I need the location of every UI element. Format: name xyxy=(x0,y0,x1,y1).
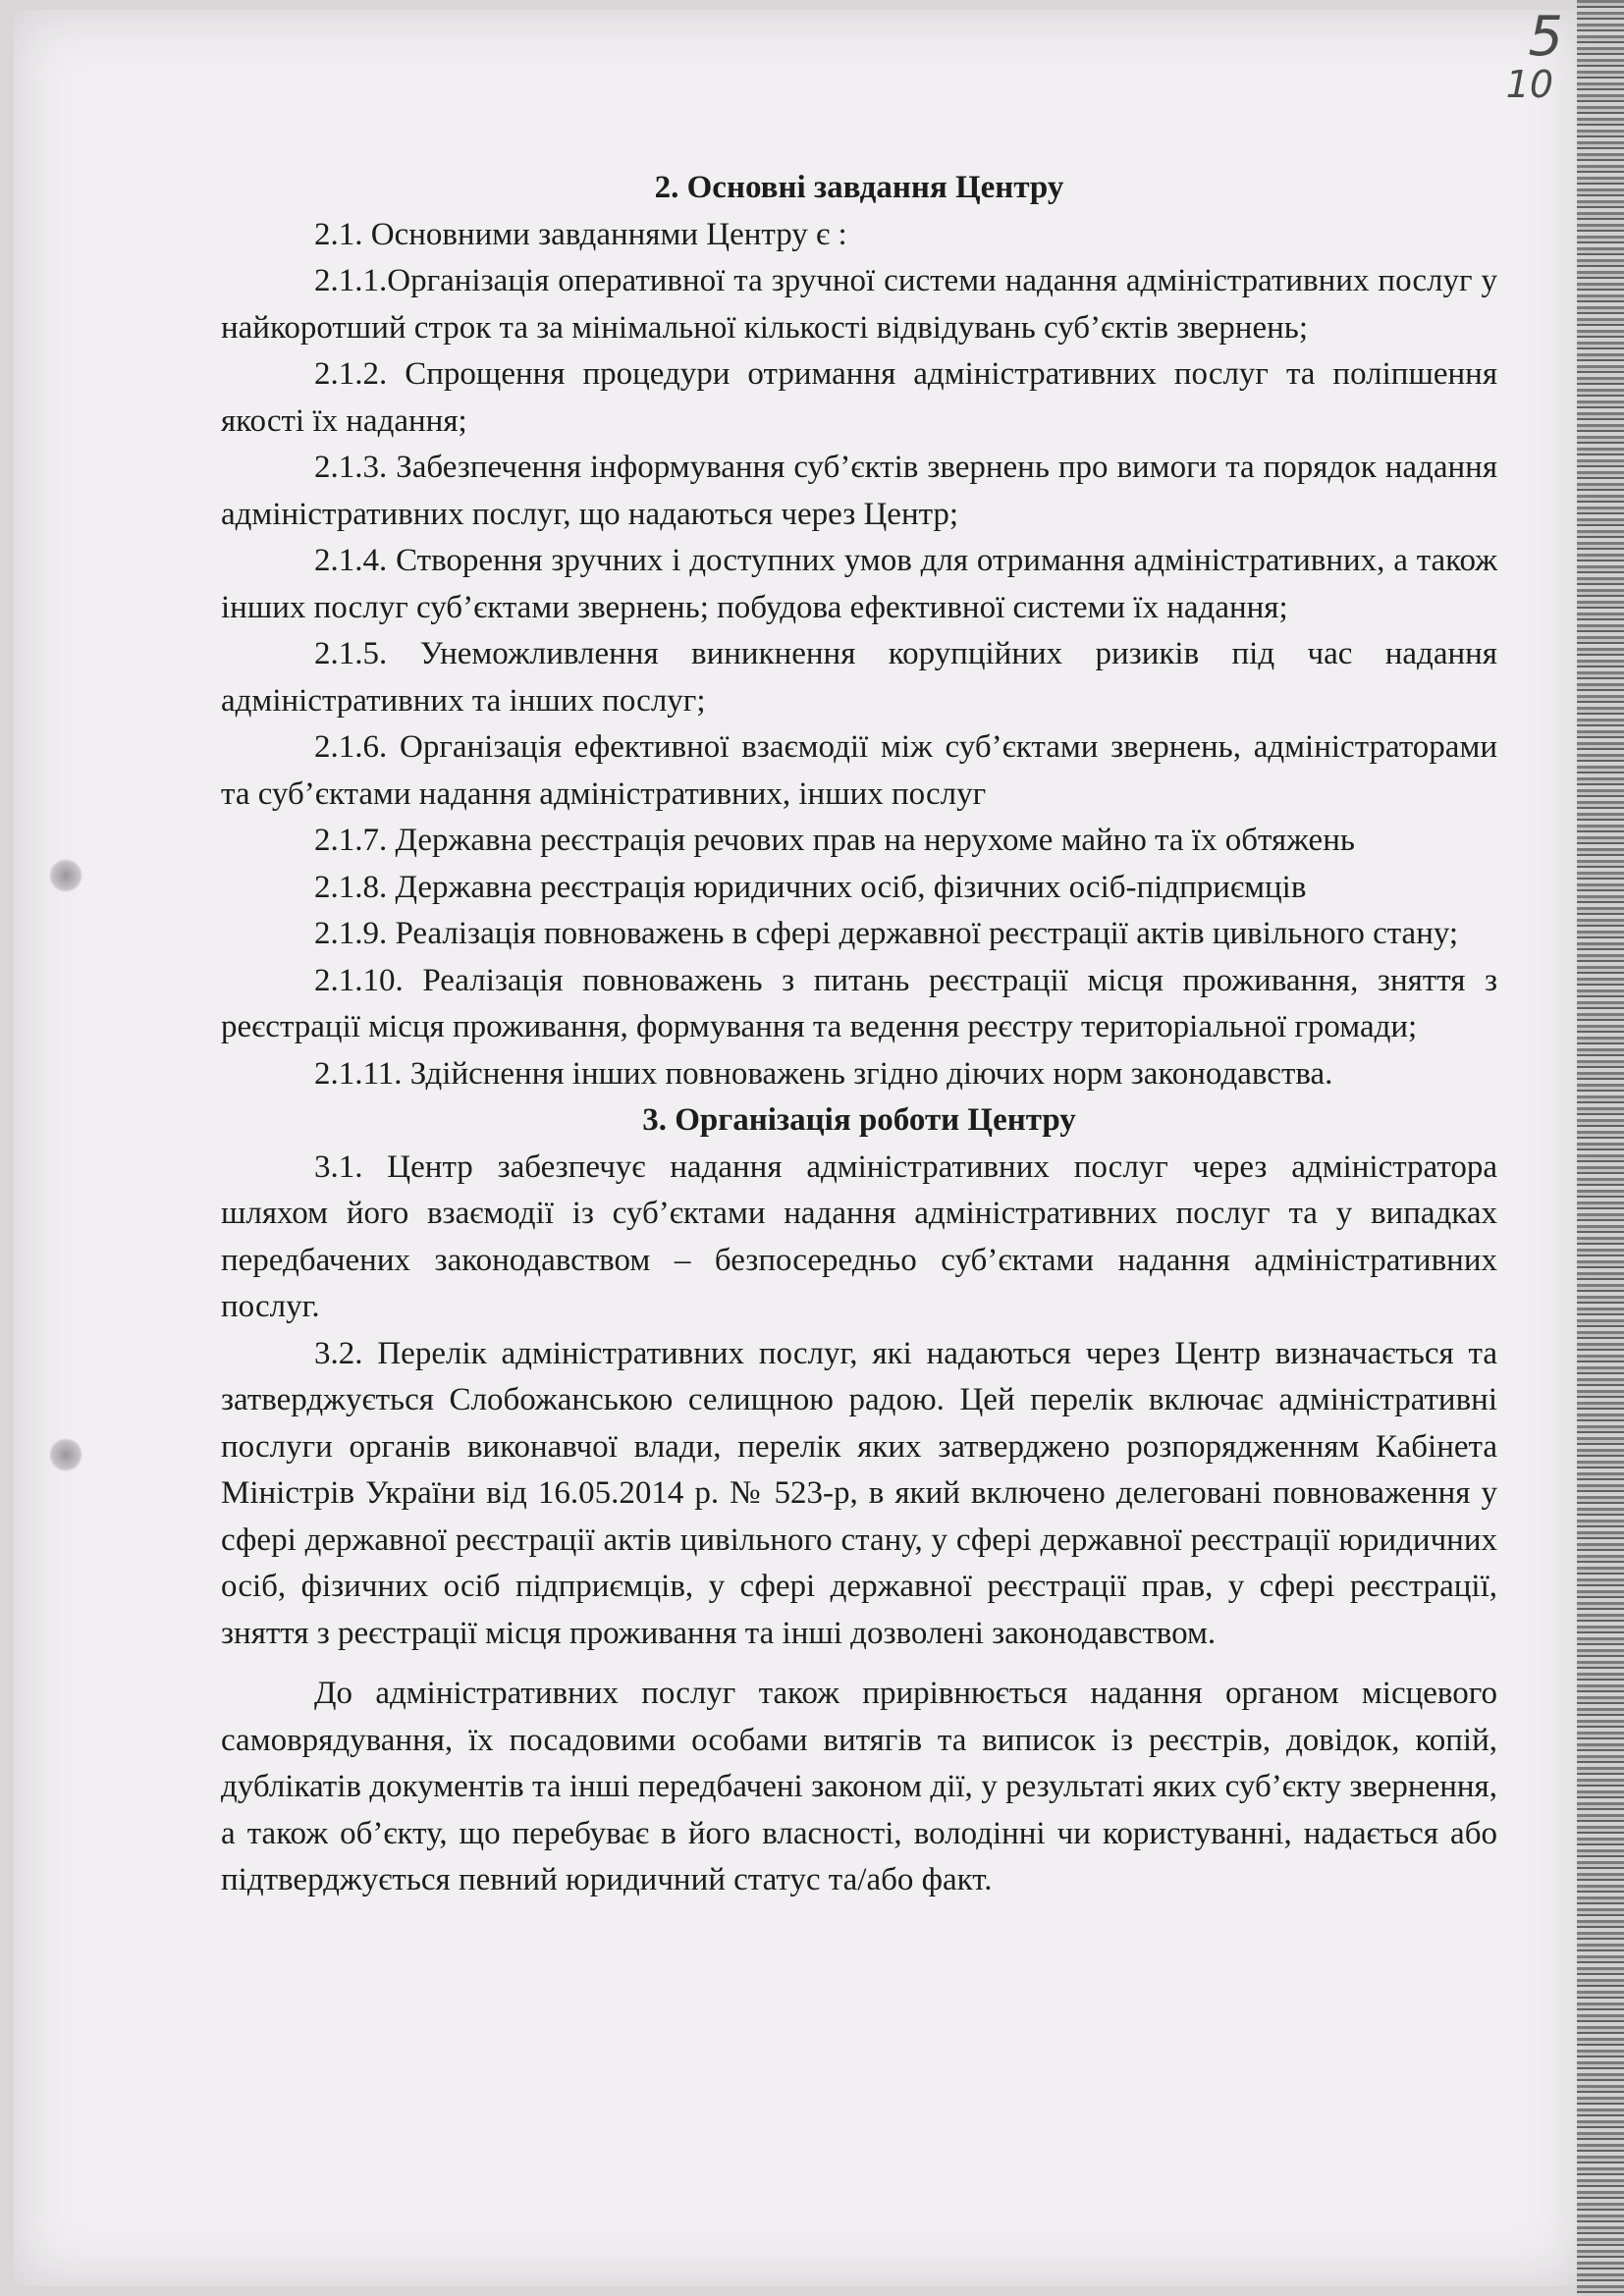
page-number-secondary: 10 xyxy=(1505,63,1553,106)
paragraph: 2.1.6. Організація ефективної взаємодії між суб’єктами звернень, адміністраторами та суб’єктами надання адміністративних, інших послуг xyxy=(221,729,1497,812)
paragraph: 3.1. Центр забезпечує надання адміністративних послуг через адміністратора шляхом його взаємодії із суб’єктами надання адміністративних послуг та у випадках передбачених законодавством – безпосередньо суб’єктами надання адміністративних послуг. xyxy=(221,1148,1497,1324)
page-number-primary: 5 xyxy=(1528,5,1563,69)
punch-hole xyxy=(49,859,82,892)
scanned-page-edge xyxy=(1577,0,1624,2296)
paragraph: 2.1.3. Забезпечення інформування суб’єктів звернень про вимоги та порядок надання адміністративних послуг, що надаються через Центр; xyxy=(221,450,1497,532)
paragraph: 2.1.1.Організація оперативної та зручної системи надання адміністративних послуг у найкоротший строк та за мінімальної кількості відвідувань суб’єктів звернень; xyxy=(221,263,1497,346)
document-body xyxy=(221,165,1497,1904)
paragraph: 2.1. Основними завданнями Центру є : xyxy=(314,216,847,252)
punch-hole xyxy=(49,1438,82,1471)
paragraph: 2.1.10. Реалізація повноважень з питань реєстрації місця проживання, зняття з реєстрації місця проживання, формування та ведення реєстру територіальної громади; xyxy=(221,962,1497,1044)
paragraph: 2.1.8. Державна реєстрація юридичних осіб, фізичних осіб-підприємців xyxy=(314,869,1307,905)
section-heading-main-tasks: 2. Основні завдання Центру xyxy=(654,170,1064,205)
paragraph: 2.1.7. Державна реєстрація речових прав на нерухоме майно та їх обтяжень xyxy=(314,823,1355,858)
paragraph: 2.1.4. Створення зручних і доступних умов для отримання адміністративних, а також інших послуг суб’єктами звернень; побудова ефективної системи їх надання; xyxy=(221,543,1497,625)
paragraph: 2.1.9. Реалізація повноважень в сфері державної реєстрації актів цивільного стану; xyxy=(314,916,1459,951)
paragraph: 2.1.2. Спрощення процедури отримання адміністративних послуг та поліпшення якості їх надання; xyxy=(221,356,1497,439)
handwritten-page-number xyxy=(1505,5,1563,106)
paragraph: До адміністративних послуг також прирівнюється надання органом місцевого самоврядування, їх посадовими особами витягів та виписок із реєстрів, довідок, копій, дублікатів документів та інші передбачені законом дії, у результаті яких суб’єкту звернення, а також об’єкту, що перебуває в його власності, володінні чи користуванні, надається або підтверджується певний юридичний статус та/або факт. xyxy=(221,1676,1497,1897)
section-heading-center-organization: 3. Організація роботи Центру xyxy=(642,1102,1076,1138)
paragraph: 3.2. Перелік адміністративних послуг, які надаються через Центр визначається та затверджується Слобожанською селищною радою. Цей перелік включає адміністративні послуги органів виконавчої влади, перелік яких затверджено розпорядженням Кабінета Міністрів України від 16.05.2014 р. № 523-р, в який включено делеговані повноваження у сфері державної реєстрації актів цивільного стану, у сфері державної реєстрації юридичних осіб, фізичних осіб підприємців, у сфері державної реєстрації прав, у сфері реєстрації, зняття з реєстрації місця проживання та інші дозволені законодавством. xyxy=(221,1335,1497,1651)
paragraph: 2.1.11. Здійснення інших повноважень згідно діючих норм законодавства. xyxy=(314,1055,1333,1092)
paragraph: 2.1.5. Унеможливлення виникнення корупційних ризиків під час надання адміністративних та інших послуг; xyxy=(221,636,1497,719)
